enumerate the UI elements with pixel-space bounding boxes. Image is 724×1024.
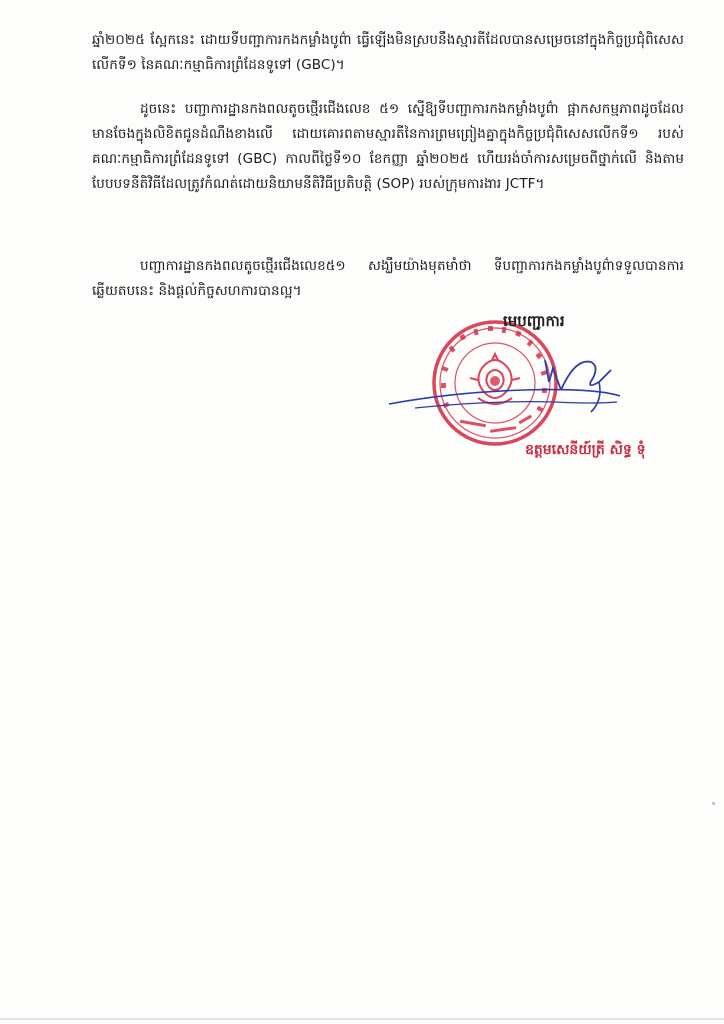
- scan-speck: [712, 802, 715, 805]
- body-paragraph-1: ឆ្នាំ២០២៥ ស្អែកនេះ ដោយទីបញ្ជាការកងកម្លាំងបូព៌ា ធ្វើឡើងមិនស្របនឹងស្មារតីដែលបានសម្រេចនៅក្នុងកិច្ចប្រជុំពិសេសលើកទី១ នៃគណៈកម្មាធិការព្រំដែនទូទៅ (GBC)។: [92, 32, 684, 73]
- signature-block: [385, 312, 685, 472]
- handwritten-signature: [385, 352, 635, 422]
- signatory-name: ឧត្តមសេនីយ៍ត្រី សិទ្ធ ទុំ: [525, 442, 646, 458]
- signatory-title: មេបញ្ជាការ: [503, 312, 565, 330]
- body-paragraph-3: បញ្ជាការដ្ឋានកងពលតូចថ្មើរជើងលេខ៥១ សង្ឃឹមយ៉ាងមុតមាំថា ទីបញ្ជាការកងកម្លាំងបូព៌ាទទួលបានការឆ្លើយតបនេះ និងផ្តល់កិច្ចសហការបានល្អ។: [92, 258, 684, 299]
- body-paragraph-2: ដូចនេះ បញ្ជាការដ្ឋានកងពលតូចថ្មើរជើងលេខ ៥១ ស្នើឱ្យទីបញ្ជាការកងកម្លាំងបូព៌ា ផ្អាកសកម្មភាពដូចដែលមានចែងក្នុងលិខិតជូនដំណឹងខាងលើ ដោយគោរពតាមស្មារតីនៃការព្រមព្រៀងគ្នាក្នុងកិច្ចប្រជុំពិសេសលើកទី១ របស់គណៈកម្មាធិការព្រំដែនទូទៅ (GBC) កាលពីថ្ងៃទី១០ ខែកញ្ញា ឆ្នាំ២០២៥ ហើយរង់ចាំការសម្រេចពីថ្នាក់លើ និងតាមបែបបទនីតិវិធីដែលត្រូវកំណត់ដោយនិយាមនីតិវិធីប្រតិបត្តិ (SOP) របស់ក្រុមការងារ JCTF។: [92, 101, 684, 192]
- page-bottom-edge: [0, 1018, 724, 1020]
